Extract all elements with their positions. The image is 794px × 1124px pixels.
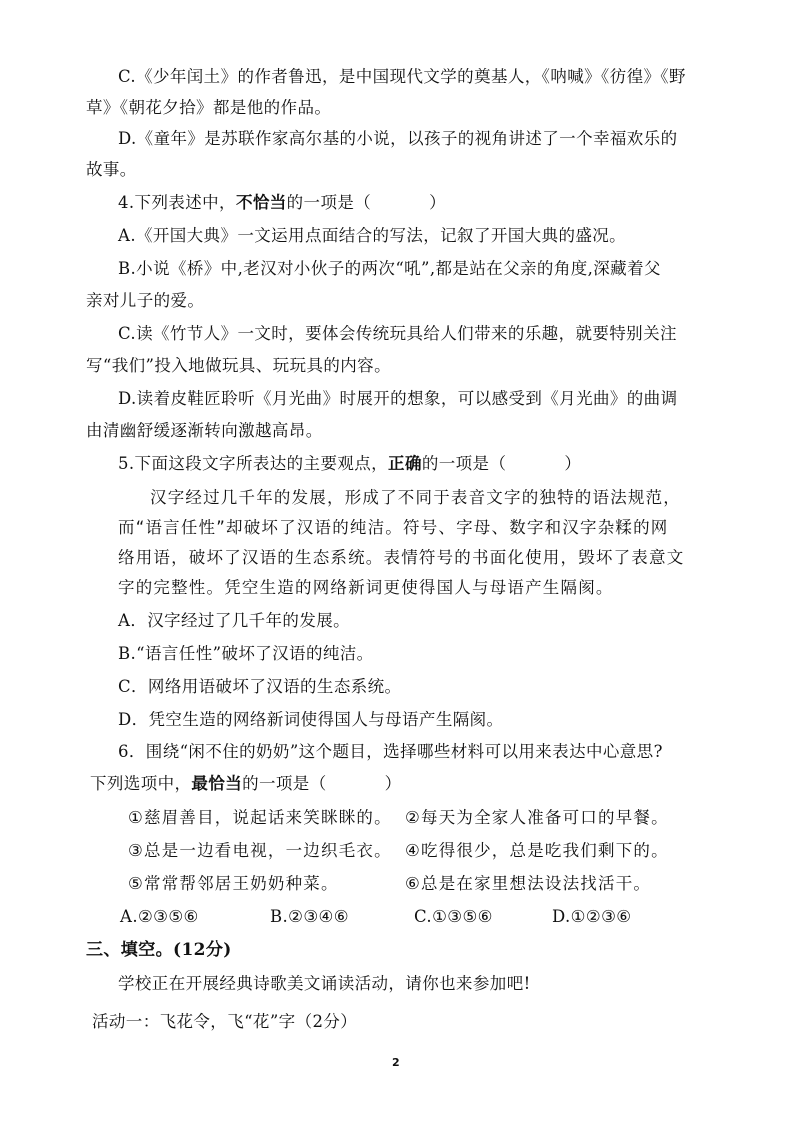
q4-option-c-line-2: 写“我们”投入地做玩具、玩玩具的内容。	[86, 356, 391, 375]
question-5-stem	[118, 453, 581, 475]
q6-material-1: ①慈眉善目，说起话来笑眯眯的。	[128, 808, 392, 827]
q4-option-c-line-1: C.读《竹节人》一文时，要体会传统玩具给人们带来的乐趣，就要特别关注	[118, 324, 677, 343]
q4-option-d-line-2: 由清幽舒缓逐渐转向激越高昂。	[86, 421, 323, 440]
q4-emphasis: 不恰当	[235, 193, 287, 212]
q6-emphasis: 最恰当	[191, 774, 243, 793]
q6-material-2: ②每天为全家人准备可口的早餐。	[405, 808, 669, 827]
question-4-stem	[118, 192, 446, 214]
q5-passage-line-2: 而“语言任性”却破坏了汉语的纯洁。符号、字母、数字和汉字杂糅的网	[118, 518, 669, 537]
q5-option-c: C．网络用语破坏了汉语的生态系统。	[118, 677, 402, 696]
q6-material-4: ④吃得很少，总是吃我们剩下的。	[405, 841, 669, 860]
q6-text-post: 的一项是（	[242, 774, 327, 793]
q6-material-5: ⑤常常帮邻居王奶奶种菜。	[128, 874, 339, 893]
option-c-line-1: C.《少年闰土》的作者鲁迅，是中国现代文学的奠基人，《呐喊》《彷徨》《野	[118, 67, 686, 86]
q4-option-b-line-2: 亲对儿子的爱。	[86, 291, 205, 310]
q5-text-post: 的一项是（	[421, 454, 507, 473]
activity-1-title: 活动一：飞花令，飞“花”字（2分）	[92, 1012, 358, 1031]
q6-close-paren: ）	[384, 774, 402, 793]
q6-answer-a: A.②③⑤⑥	[120, 907, 199, 926]
q5-option-b: B.“语言任性”破坏了汉语的纯洁。	[118, 644, 374, 663]
q4-option-d-line-1: D.读着皮鞋匠聆听《月光曲》时展开的想象，可以感受到《月光曲》的曲调	[118, 389, 678, 408]
q4-text-pre: 4.下列表述中，	[118, 193, 236, 212]
section-3-intro: 学校正在开展经典诗歌美文诵读活动，请你也来参加吧!	[118, 974, 531, 993]
page-number: 2	[392, 1056, 400, 1069]
q6-answer-d: D.①②③⑥	[552, 907, 632, 926]
option-d-line-2: 故事。	[86, 160, 137, 179]
q5-passage-line-1: 汉字经过几千年的发展，形成了不同于表音文字的独特的语法规范，	[150, 488, 681, 507]
question-6-line-2	[90, 773, 402, 795]
q5-text-pre: 5.下面这段文字所表达的主要观点，	[118, 454, 389, 473]
q6-material-6: ⑥总是在家里想法设法找活干。	[405, 874, 652, 893]
q6-answer-b: B.②③④⑥	[270, 907, 349, 926]
q5-option-a: A．汉字经过了几千年的发展。	[118, 611, 351, 630]
q5-passage-line-4: 字的完整性。凭空生造的网络新词更使得国人与母语产生隔阂。	[118, 578, 614, 597]
q5-option-d: D．凭空生造的网络新词使得国人与母语产生隔阂。	[118, 710, 504, 729]
q6-material-3: ③总是一边看电视，一边织毛衣。	[128, 841, 392, 860]
q4-option-b-line-1: B.小说《桥》中,老汉对小伙子的两次“吼”,都是站在父亲的角度,深藏着父	[118, 259, 661, 278]
q5-close-paren: ）	[564, 454, 582, 473]
q4-option-a: A.《开国大典》一文运用点面结合的写法，记叙了开国大典的盛况。	[118, 226, 627, 245]
q4-text-post: 的一项是（	[286, 193, 372, 212]
q4-close-paren: ）	[429, 193, 447, 212]
option-c-line-2: 草》《朝花夕拾》都是他的作品。	[86, 98, 332, 117]
q6-text-pre: 下列选项中，	[90, 774, 192, 793]
question-6-line-1: 6．围绕“闲不住的奶奶”这个题目，选择哪些材料可以用来表达中心意思?	[118, 742, 663, 761]
q6-answer-c: C.①③⑤⑥	[414, 907, 493, 926]
option-d-line-1: D.《童年》是苏联作家高尔基的小说，以孩子的视角讲述了一个幸福欢乐的	[118, 129, 678, 148]
section-3-heading: 三、填空。(12分)	[86, 940, 232, 960]
q5-passage-line-3: 络用语，破坏了汉语的生态系统。表情符号的书面化使用，毁坏了表意文	[118, 548, 685, 567]
q5-emphasis: 正确	[388, 454, 422, 473]
